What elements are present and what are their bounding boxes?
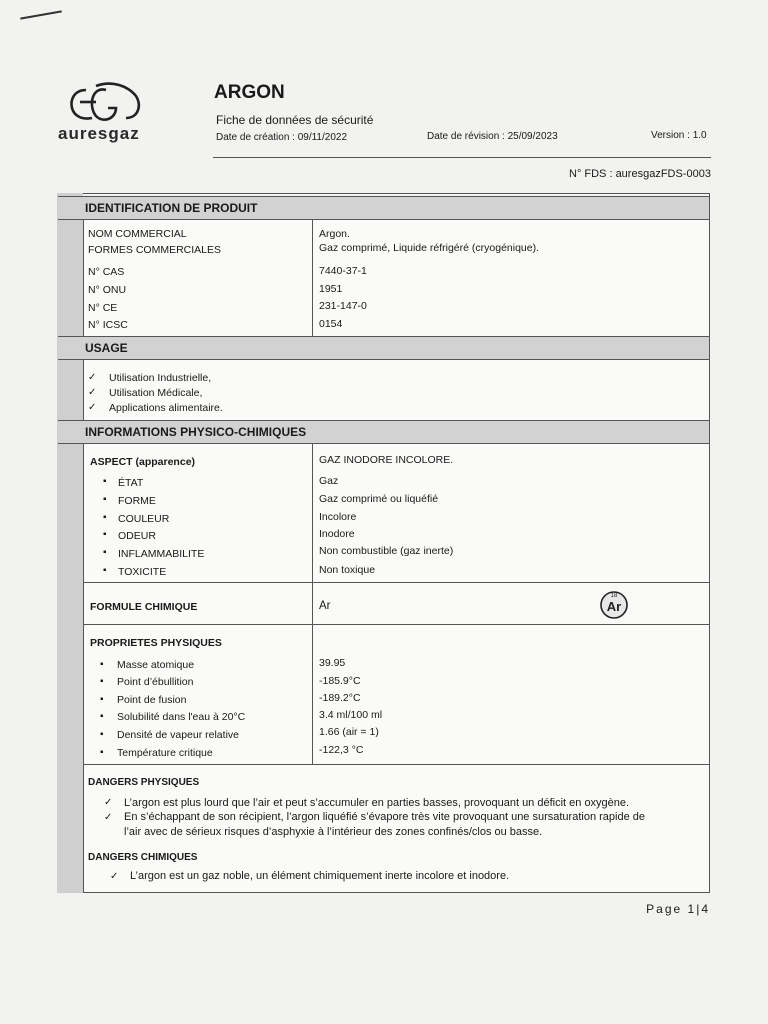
id-label: N° ONU [88,284,127,296]
bullet: ▪ [100,747,104,758]
chemical-danger-item: L’argon est un gaz noble, un élément chimiquement inerte incolore et inodore. [130,870,510,882]
id-value: 0154 [319,318,343,330]
badge-symbol: Ar [606,599,622,614]
aspect-row-label: COULEUR [118,513,170,525]
section-physico-header [58,420,709,444]
physical-danger-item: L’argon est plus lourd que l’air et peut s’accumuler en parties basses, provoquant un déficit en oxygène. [124,797,630,809]
section-title: IDENTIFICATION DE PRODUIT [85,201,258,215]
bullet: ▪ [103,565,107,576]
prop-label: Point d’ébullition [117,676,194,688]
aspect-row-label: INFLAMMABILITE [118,548,205,560]
aspect-row-value: Gaz [319,475,339,487]
id-label: NOM COMMERCIAL [88,228,187,240]
check-icon: ✓ [88,402,97,413]
bullet: ▪ [103,512,107,523]
id-value: 231-147-0 [319,300,367,312]
prop-value: 1.66 (air = 1) [319,726,379,738]
usage-item: Applications alimentaire. [109,402,223,414]
props-label: PROPRIETES PHYSIQUES [90,637,222,649]
row-divider [83,624,709,625]
physical-dangers-heading: DANGERS PHYSIQUES [88,777,200,788]
aspect-row-label: ÉTAT [118,477,144,489]
aspect-row-value: Non toxique [319,564,376,576]
check-icon: ✓ [110,871,119,882]
fds-number: N° FDS : auresgazFDS-0003 [569,168,711,180]
aspect-row-value: Inodore [319,528,355,540]
section-title: INFORMATIONS PHYSICO-CHIMIQUES [85,425,307,439]
aspect-row-label: TOXICITE [118,566,167,578]
prop-label: Température critique [117,747,213,759]
bullet: ▪ [103,529,107,540]
id-value: 1951 [319,283,343,295]
bullet: ▪ [103,494,107,505]
bullet: ▪ [103,476,107,487]
prop-value: 39.95 [319,657,346,669]
aspect-row-value: Non combustible (gaz inerte) [319,545,454,557]
section-usage-header [58,336,709,360]
physical-danger-item-cont: l’air avec de sérieux risques d’asphyxie à l’intérieur des zones confinés/clos ou basse. [124,826,543,838]
aspect-value: GAZ INODORE INCOLORE. [319,454,454,466]
row-divider [83,582,709,583]
prop-value: -122,3 °C [319,744,364,756]
prop-value: -185.9°C [319,675,361,687]
aspect-label: ASPECT (apparence) [90,456,196,468]
bullet: ▪ [100,711,104,722]
bullet: ▪ [100,659,104,670]
prop-label: Masse atomique [117,659,195,671]
bullet: ▪ [103,547,107,558]
id-value: Argon. [319,228,350,240]
prop-label: Point de fusion [117,694,187,706]
version-label: Version : 1.0 [651,130,707,141]
argon-element-icon [597,589,631,619]
table-left-strip [57,193,83,893]
physical-danger-item: En s’échappant de son récipient, l’argon liquéfié s’évapore très vite provoquant une sursaturation rapide de [124,811,645,823]
document-title: ARGON [214,82,285,103]
revision-date: Date de révision : 25/09/2023 [427,131,558,142]
id-label: FORMES COMMERCIALES [88,244,222,256]
id-label: N° CE [88,302,118,314]
badge-number: 18 [610,593,618,599]
page-number: Page 1|4 [646,902,710,916]
usage-item: Utilisation Industrielle, [109,372,212,384]
id-label: N° CAS [88,266,125,278]
aspect-row-label: FORME [118,495,156,507]
logo-wordmark: auresgaz [58,124,140,143]
pen-scratch-mark [20,10,62,19]
formula-value: Ar [319,600,331,612]
id-value: Gaz comprimé, Liquide réfrigéré (cryogénique). [319,242,540,254]
id-value: 7440-37-1 [319,265,367,277]
aspect-row-value: Gaz comprimé ou liquéfié [319,493,439,505]
bullet: ▪ [100,676,104,687]
section-title: USAGE [85,341,128,355]
aspect-row-value: Incolore [319,511,357,523]
check-icon: ✓ [104,797,113,808]
usage-item: Utilisation Médicale, [109,387,203,399]
aspect-row-label: ODEUR [118,530,156,542]
check-icon: ✓ [88,372,97,383]
id-label: N° ICSC [88,319,128,331]
check-icon: ✓ [88,387,97,398]
column-divider [312,220,313,336]
formula-label: FORMULE CHIMIQUE [90,601,198,613]
check-icon: ✓ [104,812,113,823]
section-identification-header [58,196,709,220]
column-divider [312,444,313,764]
prop-value: 3.4 ml/100 ml [319,709,383,721]
chemical-dangers-heading: DANGERS CHIMIQUES [88,852,198,863]
bullet: ▪ [100,729,104,740]
prop-label: Solubilité dans l'eau à 20°C [117,711,246,723]
creation-date: Date de création : 09/11/2022 [216,132,348,143]
document-subtitle: Fiche de données de sécurité [216,113,374,127]
header-divider [213,157,711,158]
prop-value: -189.2°C [319,692,361,704]
prop-label: Densité de vapeur relative [117,729,239,741]
bullet: ▪ [100,694,104,705]
